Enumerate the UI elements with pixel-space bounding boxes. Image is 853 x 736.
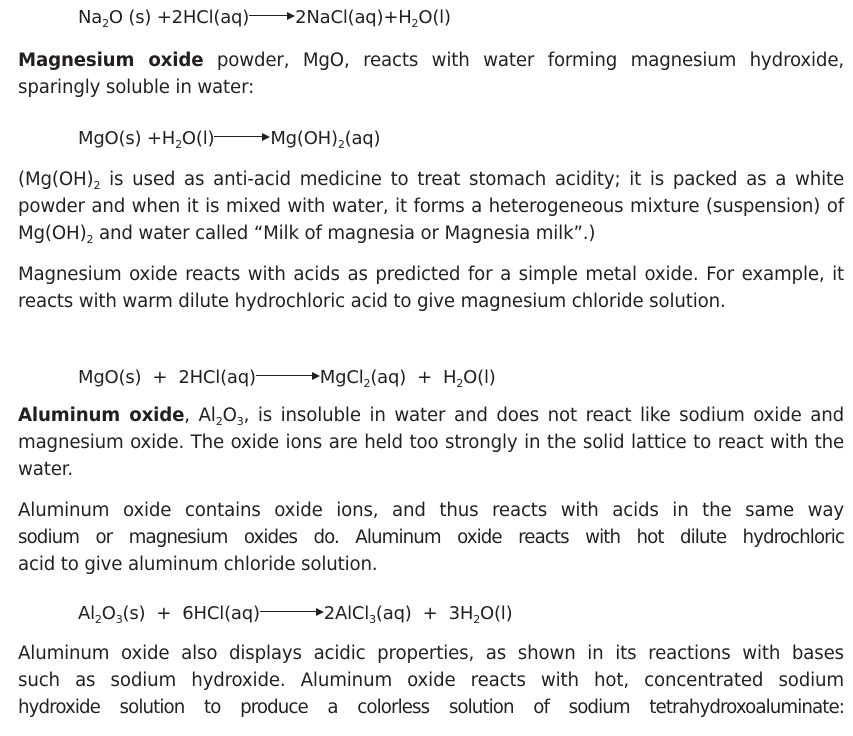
reaction-arrow-icon: [260, 607, 324, 617]
p2-subscript-2: 2: [86, 233, 94, 246]
reaction-arrow-icon: [214, 132, 270, 142]
eq4-rhs-rest: O(l): [480, 603, 513, 624]
term-magnesium-oxide: Magnesium oxide: [18, 50, 204, 71]
eq4-o: O: [101, 603, 116, 624]
eq1-rhs-rest: O(l): [418, 7, 451, 28]
p4-comma: ,: [243, 405, 250, 426]
p6-line-1: Aluminum oxide also displays acidic properties, as shown in its reactions with bases: [18, 643, 844, 664]
eq1-rhs-subscript: 2: [411, 17, 419, 30]
reaction-arrow-icon: [256, 371, 320, 381]
eq2-lhs-rest: O(l): [181, 128, 215, 149]
eq3-rhs-middle: (aq) + H: [370, 367, 457, 388]
equation-mgo-hcl: [78, 366, 496, 390]
p5-line-3: acid to give aluminum chloride solution.: [18, 554, 378, 575]
p4-formula-al: , Al: [184, 405, 216, 426]
equation-mgo-water: [78, 127, 380, 151]
eq4-rhs-subscript-2: 2: [473, 613, 480, 626]
p6-line-2: such as sodium hydroxide. Aluminum oxide reacts with hot, concentrated sodium: [18, 670, 844, 691]
eq3-rhs-rest: O(l): [463, 367, 496, 388]
eq1-rhs: 2NaCl(aq)+H: [295, 7, 412, 28]
p1-text: powder, MgO, reacts with water forming magnesium hydroxide, sparingly soluble in water:: [18, 50, 844, 98]
paragraph-milk-of-magnesia: [18, 166, 844, 247]
term-aluminum-oxide: Aluminum oxide: [18, 405, 185, 426]
p6-line-3: hydroxide solution to produce a colorless solution of sodium tetrahydroxoaluminate:: [18, 697, 844, 718]
paragraph-mgo-acids: [18, 261, 844, 315]
eq2-rhs: Mg(OH): [270, 128, 338, 149]
p2-text-start: (Mg(OH): [18, 169, 94, 190]
eq1-lhs-subscript: 2: [102, 17, 109, 30]
eq3-lhs: MgO(s) + 2HCl(aq): [78, 367, 256, 388]
p4-subscript-2: 3: [236, 415, 244, 428]
eq2-lhs: MgO(s) +H: [78, 128, 176, 149]
eq2-rhs-rest: (aq): [344, 128, 381, 149]
paragraph-aluminum-oxide-intro: [18, 402, 844, 483]
p4-text: is insoluble in water and does not react like sodium oxide and magnesium oxide. The oxide ions are held too strongly in the solid lattice to react with the water.: [18, 405, 844, 480]
paragraph-magnesium-oxide-intro: [18, 47, 844, 101]
eq4-rhs-subscript-1: 3: [369, 613, 376, 626]
eq2-lhs-subscript: 2: [175, 138, 182, 151]
p4-subscript-1: 2: [215, 415, 223, 428]
eq4-al: Al: [78, 603, 95, 624]
eq4-rhs: 2AlCl: [323, 603, 370, 624]
p2-text-end: and water called “Milk of magnesia or Magnesia milk”.): [93, 223, 596, 244]
eq3-rhs-subscript: 2: [363, 377, 371, 390]
eq1-lhs-rest: O (s) +2HCl(aq): [108, 7, 250, 28]
p3-text: Magnesium oxide reacts with acids as predicted for a simple metal oxide. For example, it reacts with warm dilute hydrochloric acid to give magnesium chloride solution.: [18, 264, 844, 312]
p4-formula-o: O: [222, 405, 237, 426]
p5-line-1: Aluminum oxide contains oxide ions, and thus reacts with acids in the same way: [18, 500, 844, 521]
p2-text-middle: is used as anti-acid medicine to treat stomach acidity; it is packed as a white powder and when it is mixed with water, it forms a heterogeneous mixture (suspension) of Mg(OH): [18, 169, 844, 244]
p2-subscript-1: 2: [93, 179, 101, 192]
eq2-rhs-subscript: 2: [337, 138, 345, 151]
p5-line-2: sodium or magnesium oxides do. Aluminum oxide reacts with hot dilute hydrochloric: [18, 527, 844, 548]
eq1-lhs: Na: [78, 7, 103, 28]
paragraph-aluminum-oxide-acids: [18, 497, 844, 578]
reaction-arrow-icon: [249, 11, 295, 21]
eq3-rhs: MgCl: [319, 367, 364, 388]
eq4-subscript-2: 3: [115, 613, 123, 626]
eq4-lhs-rest: (s) + 6HCl(aq): [122, 603, 260, 624]
eq4-rhs-middle: (aq) + 3H: [375, 603, 474, 624]
equation-sodium-oxide-hcl: [78, 6, 451, 30]
equation-al2o3-hcl: [78, 602, 512, 626]
paragraph-aluminum-oxide-bases: [18, 640, 844, 721]
eq3-rhs-subscript-2: 2: [456, 377, 464, 390]
eq4-subscript-1: 2: [94, 613, 102, 626]
